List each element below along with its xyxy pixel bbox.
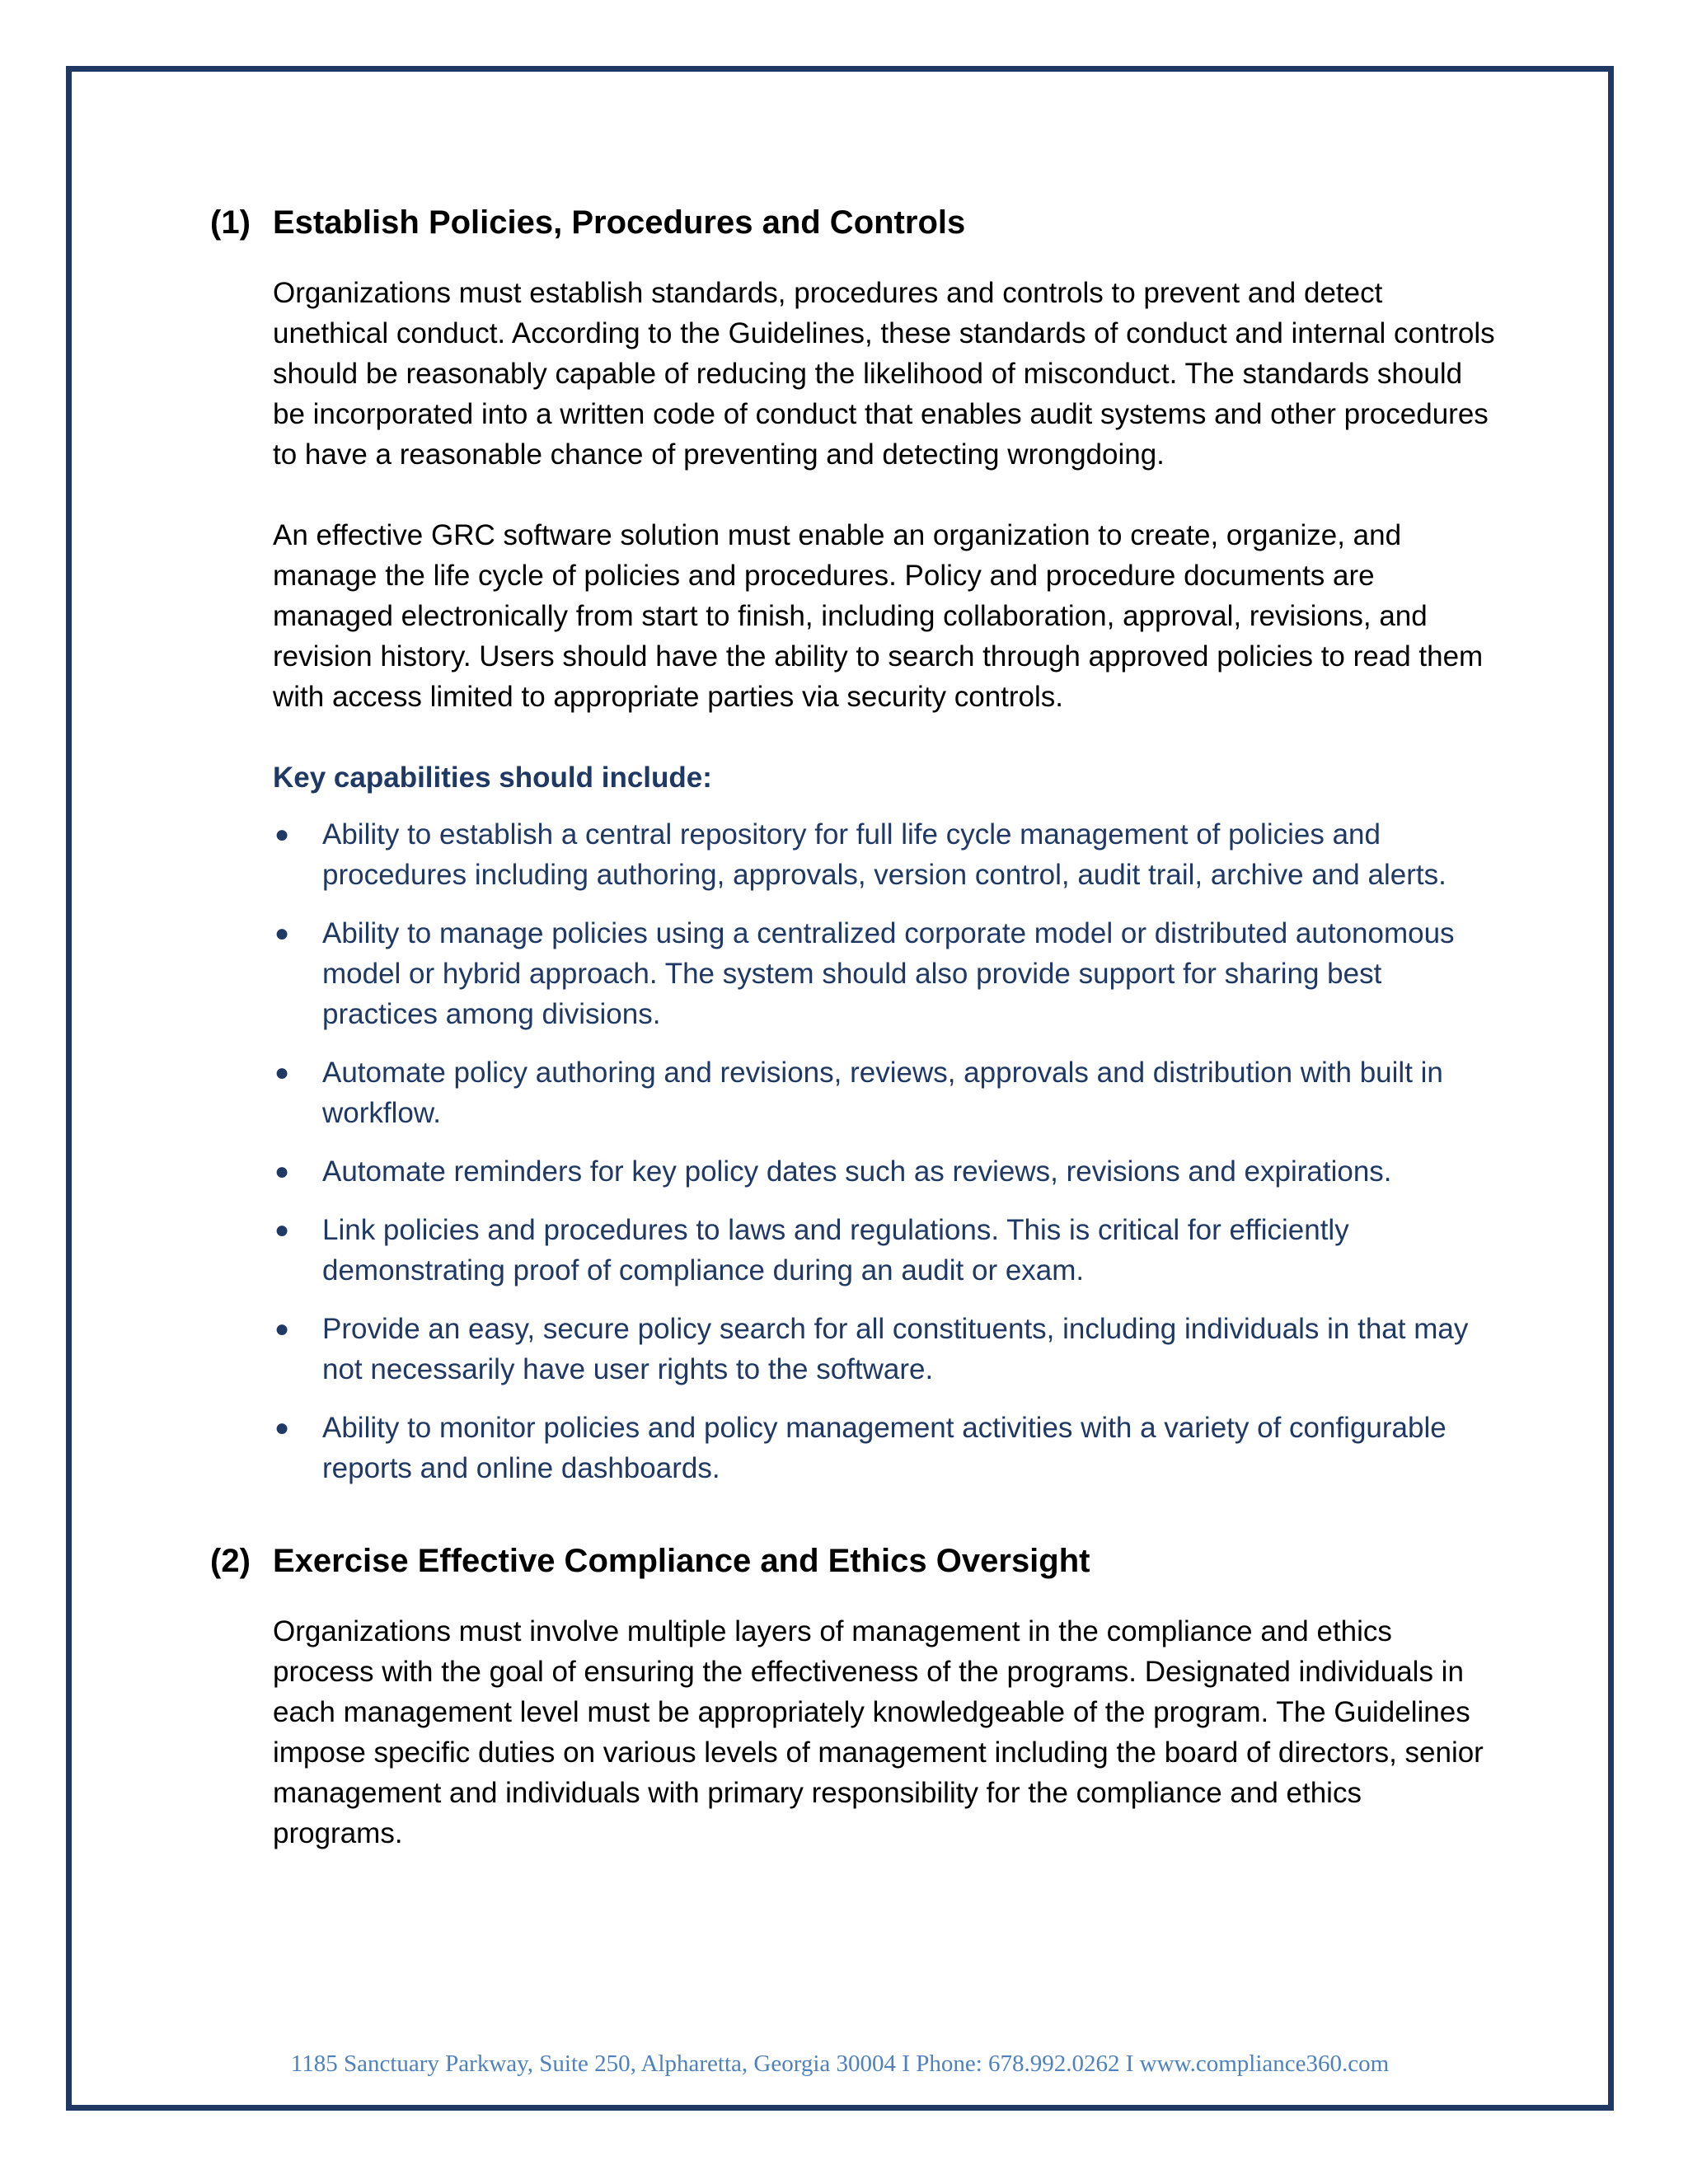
section-1-paragraph-1: Organizations must establish standards, procedures and controls to prevent and detect unethical conduct. According to the Guidelines, these standards of conduct and internal controls should be reasonably capable of reducing the likelihood of misconduct. The standards should be incorporated into a written code of conduct that enables audit systems and other procedures to have a reasonable chance of preventing and detecting wrongdoing. bbox=[273, 277, 1495, 471]
bullet-icon: ● bbox=[274, 1216, 290, 1244]
list-item bbox=[273, 814, 1496, 895]
section-2-number: (2) bbox=[210, 1543, 251, 1579]
capabilities-list bbox=[273, 814, 1496, 1488]
section-1-body bbox=[273, 273, 1496, 1488]
section-1-number: (1) bbox=[210, 204, 251, 241]
bullet-icon: ● bbox=[274, 1158, 290, 1185]
bullet-icon: ● bbox=[274, 821, 290, 848]
list-item bbox=[273, 1309, 1496, 1390]
bullet-icon: ● bbox=[274, 1414, 290, 1441]
list-item-text: Ability to manage policies using a centralized corporate model or distributed autonomous model or hybrid approach. The system should also provide support for sharing best practices among divisions. bbox=[322, 917, 1455, 1030]
bullet-icon: ● bbox=[274, 920, 290, 947]
list-item-text: Provide an easy, secure policy search for all constituents, including individuals in that may not necessarily have user rights to the software. bbox=[322, 1313, 1469, 1385]
list-item-text: Ability to monitor policies and policy management activities with a variety of configurable reports and online dashboards. bbox=[322, 1412, 1447, 1484]
section-2-title: Exercise Effective Compliance and Ethics Oversight bbox=[273, 1543, 1090, 1579]
list-item bbox=[273, 1151, 1496, 1192]
bullet-icon: ● bbox=[274, 1315, 290, 1343]
section-1-title: Establish Policies, Procedures and Controls bbox=[273, 204, 966, 241]
page-footer: 1185 Sanctuary Parkway, Suite 250, Alpharetta, Georgia 30004 I Phone: 678.992.0262 I www.compliance360.com bbox=[290, 2050, 1390, 2077]
section-2-body bbox=[273, 1611, 1496, 1854]
section-2-paragraph-1: Organizations must involve multiple layers of management in the compliance and ethics process with the goal of ensuring the effectiveness of the programs. Designated individuals in each management level must be appropriately knowledgeable of the program. The Guidelines impose specific duties on various levels of management including the board of directors, senior management and individuals with primary responsibility for the compliance and ethics programs. bbox=[273, 1615, 1484, 1849]
list-item bbox=[273, 913, 1496, 1034]
list-item bbox=[273, 1408, 1496, 1488]
section-1-paragraph-2: An effective GRC software solution must enable an organization to create, organize, and manage the life cycle of policies and procedures. Policy and procedure documents are managed electronically from start to finish, including collaboration, approval, revisions, and revision history. Users should have the ability to search through approved policies to read them with access limited to appropriate parties via security controls. bbox=[273, 519, 1484, 713]
document-content bbox=[210, 198, 1496, 1854]
list-item-text: Link policies and procedures to laws and regulations. This is critical for efficiently demonstrating proof of compliance during an audit or exam. bbox=[322, 1214, 1349, 1286]
section-2-heading bbox=[210, 1536, 1496, 1586]
bullet-icon: ● bbox=[274, 1059, 290, 1086]
list-item-text: Automate reminders for key policy dates such as reviews, revisions and expirations. bbox=[322, 1155, 1392, 1188]
list-item-text: Ability to establish a central repository for full life cycle management of policies and procedures including authoring, approvals, version control, audit trail, archive and alerts. bbox=[322, 818, 1447, 891]
section-1-heading bbox=[210, 198, 1496, 247]
key-capabilities-heading: Key capabilities should include: bbox=[273, 762, 712, 794]
list-item bbox=[273, 1052, 1496, 1133]
list-item-text: Automate policy authoring and revisions, reviews, approvals and distribution with built in workflow. bbox=[322, 1057, 1443, 1129]
list-item bbox=[273, 1210, 1496, 1291]
